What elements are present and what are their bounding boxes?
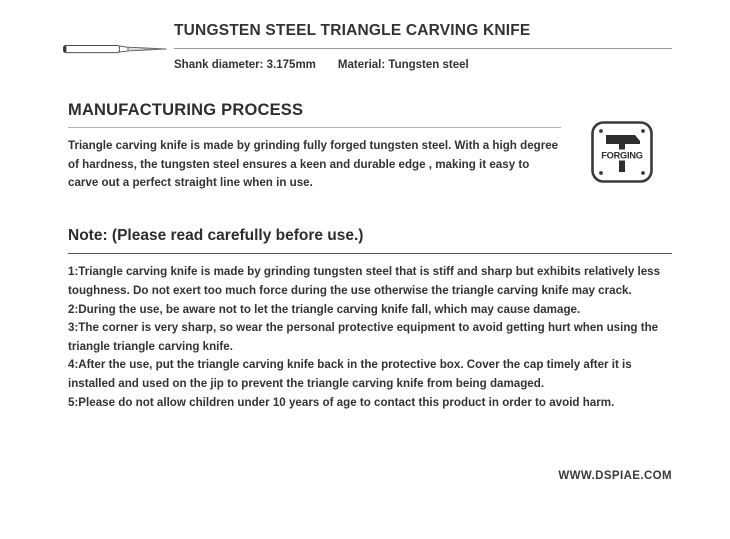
header-divider [174,48,672,49]
shank-diameter-spec: Shank diameter: 3.175mm [174,59,316,71]
screw-dot [641,171,645,175]
note-heading: Note: (Please read carefully before use.) [68,227,364,244]
note-divider [68,253,672,254]
forging-badge [590,120,654,184]
spec-row [174,59,674,71]
page-title: TUNGSTEN STEEL TRIANGLE CARVING KNIFE [174,22,531,39]
manufacturing-process-body: Triangle carving knife is made by grinding fully forged tungsten steel. With a high degree of hardness, the tungsten steel ensures a keen and durable edge , making it easy to carve out a perfect straight line when in use. [68,139,559,189]
note-section [68,226,672,412]
manufacturing-divider [68,127,561,128]
screw-dot [641,129,645,133]
header-text-block [174,22,674,71]
product-header [0,22,730,86]
note-list [68,263,672,412]
note-list-item: 2:During the use, be aware not to let the triangle carving knife fall, which may cause damage. [68,302,581,316]
note-list-item: 4:After the use, put the triangle carving knife back in the protective box. Cover the cap timely after it is installed and used on the jip to prevent the triangle carving knife from being damaged. [68,358,632,390]
note-list-item: 5:Please do not allow children under 10 years of age to contact this product in order to avoid harm. [68,395,615,409]
manufacturing-process-section [68,100,672,193]
material-spec: Material: Tungsten steel [337,59,469,71]
triangle-carving-knife-illustration [62,38,170,60]
screw-dot [599,129,603,133]
note-list-item: 3:The corner is very sharp, so wear the personal protective equipment to avoid getting hurt when using the triangle triangle carving knife. [68,321,659,353]
footer [0,466,672,484]
forging-badge-label: FORGING [601,150,643,161]
screw-dot [599,171,603,175]
manufacturing-process-heading: MANUFACTURING PROCESS [68,101,304,119]
note-list-item: 1:Triangle carving knife is made by grinding tungsten steel that is stiff and sharp but exhibits relatively less toughness. Do not exert too much force during the use otherwise the triangle carving knife may crack. [68,265,661,297]
website-url: WWW.DSPIAE.COM [558,470,672,482]
